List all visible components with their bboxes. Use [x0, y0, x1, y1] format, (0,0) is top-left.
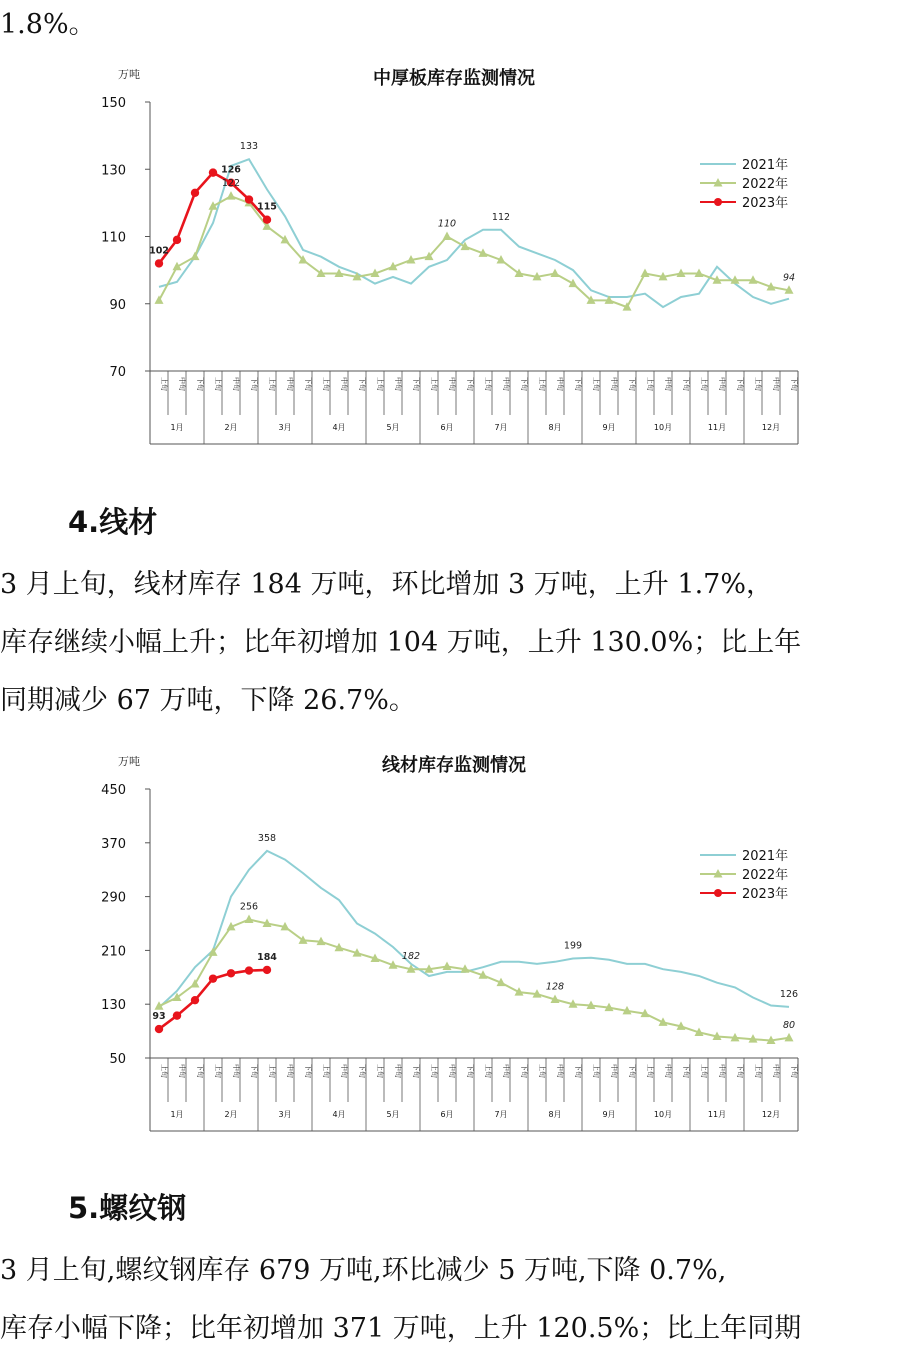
legend-label: 2022年 — [742, 868, 789, 883]
x-tick-label: 上旬 — [430, 1064, 438, 1078]
data-point-circle — [209, 168, 217, 176]
x-tick-label: 下旬 — [412, 377, 420, 391]
month-label: 9月 — [602, 1110, 616, 1119]
x-tick-label: 上旬 — [160, 377, 168, 391]
x-tick-label: 中旬 — [772, 1064, 780, 1078]
series-line-2022年 — [159, 920, 789, 1041]
data-label: 112 — [491, 211, 511, 223]
legend-label: 2021年 — [742, 849, 789, 864]
data-point-triangle — [191, 252, 200, 260]
chart-wire-inventory — [0, 745, 904, 1145]
data-point-circle — [227, 969, 235, 977]
data-label: 126 — [779, 988, 799, 1000]
data-point-circle — [245, 966, 253, 974]
x-tick-label: 中旬 — [772, 377, 780, 391]
x-tick-label: 上旬 — [268, 1064, 276, 1078]
y-tick-label: 370 — [101, 836, 126, 852]
month-label: 5月 — [386, 1110, 400, 1119]
x-tick-label: 下旬 — [304, 377, 312, 391]
month-label: 4月 — [332, 1110, 346, 1119]
series-line-2021年 — [159, 851, 789, 1008]
month-label: 7月 — [494, 423, 508, 432]
data-point-circle — [155, 259, 163, 267]
x-tick-label: 下旬 — [358, 1064, 366, 1078]
data-point-triangle — [443, 232, 452, 241]
x-tick-label: 上旬 — [376, 1064, 384, 1078]
series-line-2021年 — [159, 159, 789, 307]
legend-label: 2023年 — [742, 196, 789, 211]
legend-label: 2022年 — [742, 177, 789, 192]
x-tick-label: 上旬 — [484, 1064, 492, 1078]
x-tick-label: 中旬 — [340, 1064, 348, 1078]
x-tick-label: 上旬 — [484, 377, 492, 391]
data-label: 184 — [257, 951, 277, 963]
x-tick-label: 中旬 — [178, 1064, 186, 1078]
y-tick-label: 210 — [101, 944, 126, 960]
data-point-triangle — [155, 295, 164, 304]
data-point-circle — [191, 189, 199, 197]
month-label: 5月 — [386, 423, 400, 432]
month-label: 4月 — [332, 423, 346, 432]
data-point-circle — [245, 195, 253, 203]
data-point-triangle — [245, 914, 254, 923]
month-label: 9月 — [602, 423, 616, 432]
month-label: 10月 — [653, 1110, 673, 1119]
month-label: 3月 — [278, 423, 292, 432]
x-tick-label: 下旬 — [250, 377, 258, 391]
data-point-triangle — [443, 962, 452, 971]
x-tick-label: 上旬 — [754, 377, 762, 391]
month-label: 2月 — [224, 1110, 238, 1119]
data-point-triangle — [515, 268, 524, 277]
paragraph-wire-line3: 同期减少 67 万吨，下降 26.7%。 — [0, 685, 416, 716]
x-tick-label: 中旬 — [232, 1064, 240, 1078]
month-label: 6月 — [440, 423, 454, 432]
y-tick-label: 50 — [109, 1052, 126, 1067]
x-tick-label: 下旬 — [358, 377, 366, 391]
y-tick-label: 130 — [101, 163, 126, 179]
data-label: 256 — [239, 901, 259, 913]
section-heading-wire: 4.线材 — [68, 505, 158, 539]
month-label: 6月 — [440, 1110, 454, 1119]
y-tick-label: 90 — [109, 297, 126, 313]
x-tick-label: 中旬 — [718, 377, 726, 391]
x-tick-label: 上旬 — [160, 1064, 168, 1078]
month-label: 11月 — [707, 423, 727, 432]
data-label: 110 — [437, 218, 457, 230]
chart-wire-svg — [0, 745, 904, 1145]
x-tick-label: 中旬 — [394, 1064, 402, 1078]
y-axis-unit: 万吨 — [118, 68, 140, 81]
chart-plate-svg — [0, 58, 904, 458]
x-tick-label: 中旬 — [664, 1064, 672, 1078]
month-label: 3月 — [278, 1110, 292, 1119]
x-tick-label: 下旬 — [790, 1064, 798, 1078]
x-tick-label: 上旬 — [700, 377, 708, 391]
data-point-circle — [173, 236, 181, 244]
data-label: 115 — [257, 201, 277, 213]
x-tick-label: 中旬 — [394, 377, 402, 391]
x-tick-label: 下旬 — [682, 377, 690, 391]
x-tick-label: 中旬 — [286, 1064, 294, 1078]
data-label: 126 — [221, 164, 241, 176]
y-tick-label: 70 — [109, 365, 126, 380]
data-point-circle — [191, 996, 199, 1004]
section-heading-rebar: 5.螺纹钢 — [68, 1191, 187, 1225]
x-tick-label: 上旬 — [214, 377, 222, 391]
x-tick-label: 下旬 — [628, 377, 636, 391]
data-point-circle — [263, 215, 271, 223]
y-tick-label: 110 — [101, 230, 126, 246]
x-tick-label: 中旬 — [286, 377, 294, 391]
month-label: 8月 — [548, 1110, 562, 1119]
x-tick-label: 上旬 — [538, 1064, 546, 1078]
x-tick-label: 中旬 — [502, 377, 510, 391]
month-label: 1月 — [170, 1110, 184, 1119]
y-axis-unit: 万吨 — [118, 755, 140, 768]
month-label: 12月 — [761, 1110, 781, 1119]
x-tick-label: 上旬 — [214, 1064, 222, 1078]
x-tick-label: 下旬 — [790, 377, 798, 391]
x-tick-label: 下旬 — [736, 1064, 744, 1078]
month-label: 8月 — [548, 423, 562, 432]
x-tick-label: 下旬 — [466, 1064, 474, 1078]
data-point-circle — [155, 1025, 163, 1033]
data-label: 133 — [239, 141, 259, 153]
data-point-triangle — [551, 268, 560, 277]
x-tick-label: 上旬 — [322, 377, 330, 391]
x-tick-label: 中旬 — [502, 1064, 510, 1078]
y-tick-label: 450 — [101, 783, 126, 798]
x-tick-label: 下旬 — [250, 1064, 258, 1078]
x-tick-label: 下旬 — [628, 1064, 636, 1078]
paragraph-rebar-line1: 3 月上旬,螺纹钢库存 679 万吨,环比减少 5 万吨,下降 0.7%, — [0, 1255, 727, 1286]
y-tick-label: 150 — [101, 96, 126, 111]
legend-marker — [714, 889, 722, 897]
paragraph-tail: 1.8%。 — [0, 9, 96, 40]
x-tick-label: 中旬 — [610, 377, 618, 391]
data-point-triangle — [641, 268, 650, 277]
data-point-circle — [173, 1011, 181, 1019]
data-label: 122 — [221, 178, 241, 190]
x-tick-label: 上旬 — [592, 377, 600, 391]
chart-title: 线材库存监测情况 — [382, 755, 526, 776]
x-tick-label: 中旬 — [556, 1064, 564, 1078]
x-tick-label: 下旬 — [520, 377, 528, 391]
x-tick-label: 下旬 — [196, 377, 204, 391]
x-tick-label: 上旬 — [646, 1064, 654, 1078]
data-label: 94 — [782, 272, 796, 284]
y-tick-label: 290 — [101, 890, 126, 906]
x-tick-label: 上旬 — [646, 377, 654, 391]
x-tick-label: 中旬 — [340, 377, 348, 391]
x-tick-label: 下旬 — [466, 377, 474, 391]
data-point-circle — [263, 966, 271, 974]
data-label: 128 — [545, 981, 565, 993]
x-tick-label: 上旬 — [700, 1064, 708, 1078]
chart-plate-inventory — [0, 58, 904, 458]
x-tick-label: 上旬 — [592, 1064, 600, 1078]
x-tick-label: 中旬 — [448, 1064, 456, 1078]
paragraph-wire-line1: 3 月上旬，线材库存 184 万吨，环比增加 3 万吨，上升 1.7%， — [0, 569, 773, 600]
x-tick-label: 下旬 — [736, 377, 744, 391]
x-tick-label: 上旬 — [376, 377, 384, 391]
month-label: 11月 — [707, 1110, 727, 1119]
data-point-triangle — [227, 191, 236, 200]
series-line-2023年 — [159, 173, 267, 264]
x-tick-label: 下旬 — [412, 1064, 420, 1078]
month-label: 12月 — [761, 423, 781, 432]
x-tick-label: 上旬 — [322, 1064, 330, 1078]
x-tick-label: 中旬 — [178, 377, 186, 391]
x-tick-label: 下旬 — [574, 377, 582, 391]
data-label: 93 — [152, 1011, 166, 1023]
x-tick-label: 下旬 — [574, 1064, 582, 1078]
x-tick-label: 中旬 — [718, 1064, 726, 1078]
data-point-circle — [209, 974, 217, 982]
month-label: 1月 — [170, 423, 184, 432]
data-label: 358 — [257, 832, 277, 844]
paragraph-rebar-line2: 库存小幅下降；比年初增加 371 万吨，上升 120.5%；比上年同期 — [0, 1313, 802, 1344]
x-tick-label: 下旬 — [196, 1064, 204, 1078]
data-label: 102 — [149, 245, 169, 257]
data-point-triangle — [785, 1033, 794, 1042]
data-point-triangle — [281, 235, 290, 244]
legend-marker — [714, 198, 722, 206]
x-tick-label: 下旬 — [304, 1064, 312, 1078]
legend-label: 2023年 — [742, 887, 789, 902]
data-label: 182 — [401, 951, 421, 963]
x-tick-label: 中旬 — [610, 1064, 618, 1078]
x-tick-label: 上旬 — [754, 1064, 762, 1078]
x-tick-label: 中旬 — [664, 377, 672, 391]
chart-title: 中厚板库存监测情况 — [373, 68, 535, 89]
paragraph-wire-line2: 库存继续小幅上升；比年初增加 104 万吨，上升 130.0%；比上年 — [0, 627, 802, 658]
data-label: 80 — [782, 1019, 796, 1031]
month-label: 7月 — [494, 1110, 508, 1119]
data-label: 199 — [563, 940, 583, 952]
x-tick-label: 上旬 — [430, 377, 438, 391]
series-line-2022年 — [159, 196, 789, 307]
x-tick-label: 中旬 — [556, 377, 564, 391]
x-tick-label: 上旬 — [538, 377, 546, 391]
x-tick-label: 中旬 — [448, 377, 456, 391]
x-tick-label: 下旬 — [682, 1064, 690, 1078]
x-tick-label: 上旬 — [268, 377, 276, 391]
x-tick-label: 中旬 — [232, 377, 240, 391]
legend-label: 2021年 — [742, 158, 789, 173]
y-tick-label: 130 — [101, 998, 126, 1014]
month-label: 2月 — [224, 423, 238, 432]
x-tick-label: 下旬 — [520, 1064, 528, 1078]
month-label: 10月 — [653, 423, 673, 432]
